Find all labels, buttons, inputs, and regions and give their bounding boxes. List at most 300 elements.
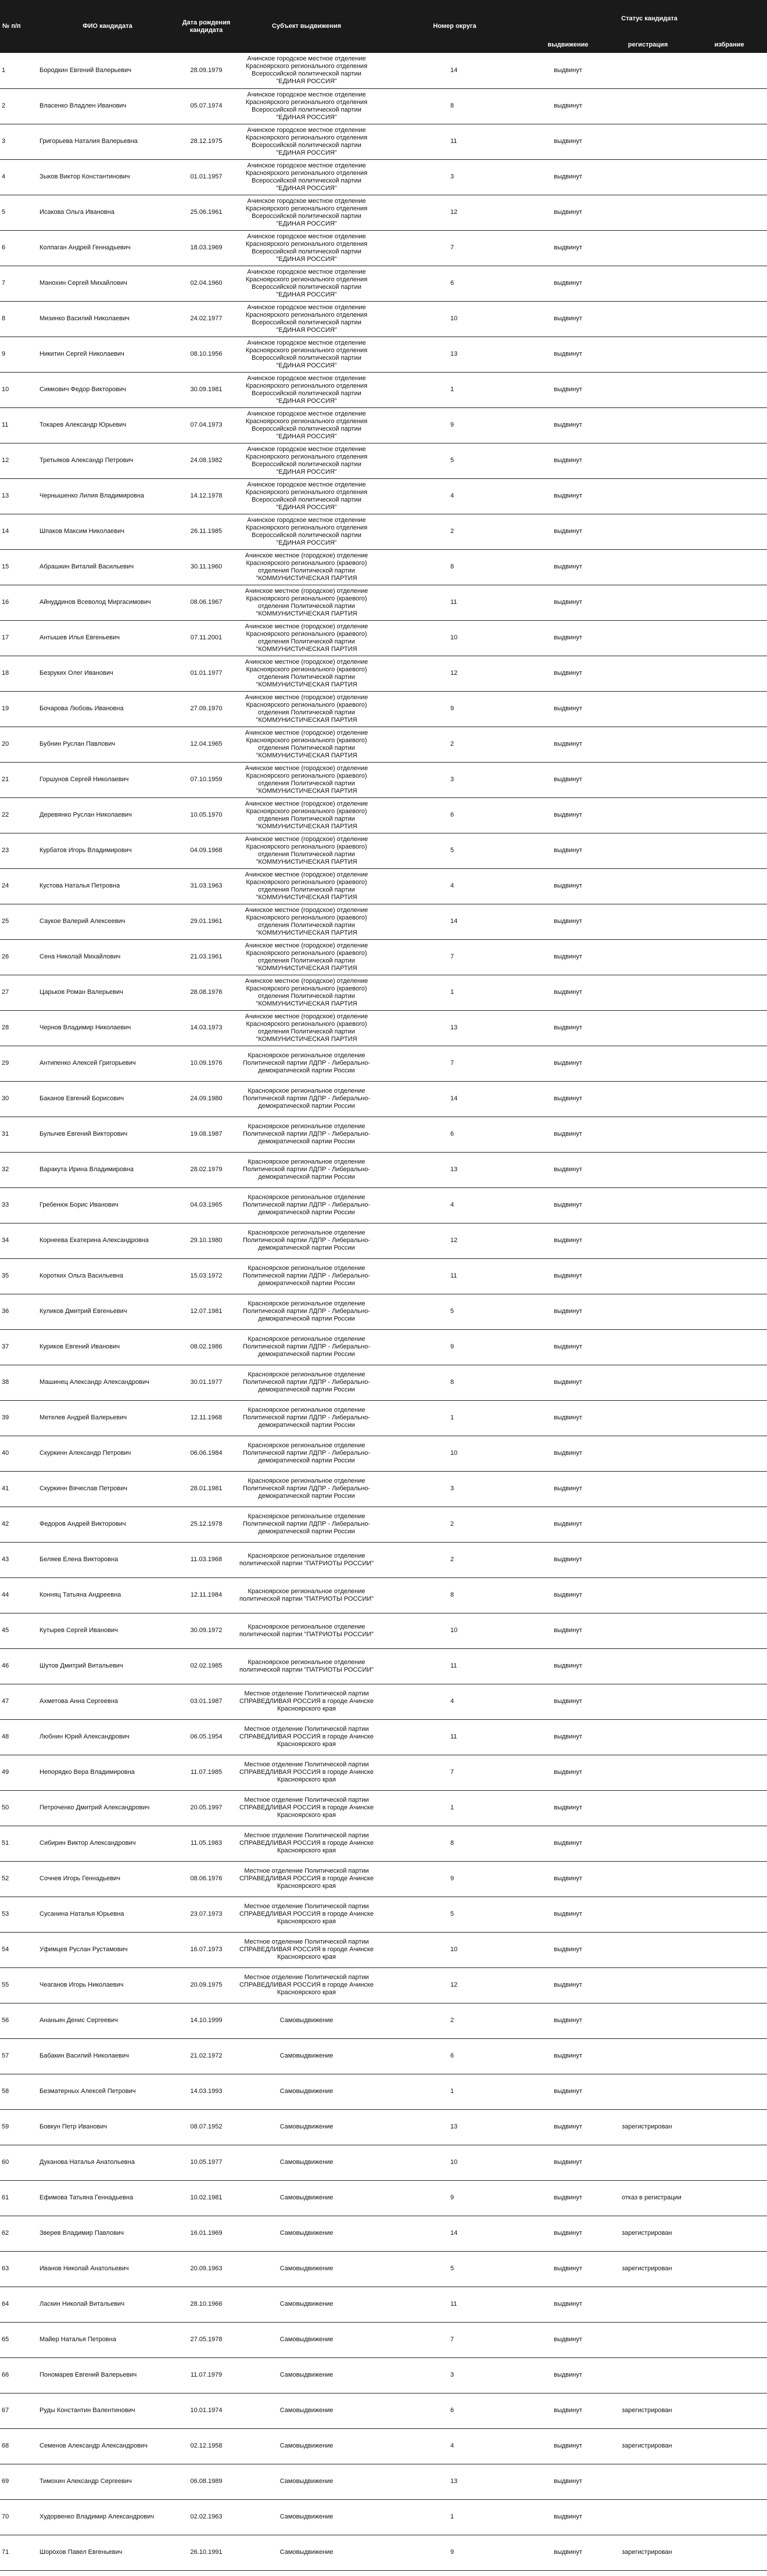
cell-nomination-status: выдвинут — [532, 2074, 604, 2109]
cell-district-number: 12 — [378, 656, 532, 691]
cell-number: 13 — [0, 478, 38, 514]
cell-election-status — [691, 904, 767, 939]
table-row — [0, 1471, 767, 1507]
cell-number: 22 — [0, 797, 38, 833]
cell-number: 45 — [0, 1613, 38, 1648]
cell-registration-status — [604, 2038, 691, 2074]
cell-nomination-status: выдвинут — [532, 1436, 604, 1471]
table-row — [0, 1365, 767, 1400]
table-row — [0, 159, 767, 195]
cell-district-number: 2 — [378, 1542, 532, 1577]
cell-district-number: 8 — [378, 1365, 532, 1400]
header-row — [0, 0, 767, 37]
cell-nomination-status: выдвинут — [532, 904, 604, 939]
cell-election-status — [691, 2074, 767, 2109]
cell-birth-date: 29.10.1980 — [177, 1223, 235, 1258]
cell-district-number: 1 — [378, 975, 532, 1010]
cell-nominating-subject: Ачинское городское местное отделение Красноярского регионального отделения Всероссийской политической партии "ЕДИНАЯ РОССИЯ" — [235, 266, 378, 301]
cell-birth-date: 05.07.1974 — [177, 88, 235, 124]
cell-nomination-status: выдвинут — [532, 1081, 604, 1117]
cell-candidate-name: Иванов Николай Анатольевич — [38, 2251, 177, 2287]
cell-number: 2 — [0, 88, 38, 124]
cell-number: 70 — [0, 2499, 38, 2535]
cell-nomination-status: выдвинут — [532, 1932, 604, 1967]
cell-nomination-status: выдвинут — [532, 195, 604, 230]
cell-birth-date: 02.12.1958 — [177, 2428, 235, 2464]
cell-birth-date: 04.09.1968 — [177, 833, 235, 868]
cell-nominating-subject: Местное отделение Политической партии СПРАВЕДЛИВАЯ РОССИЯ в городе Ачинске Красноярского края — [235, 1755, 378, 1790]
cell-election-status — [691, 1400, 767, 1436]
cell-registration-status — [604, 868, 691, 904]
cell-birth-date: 27.05.1978 — [177, 2322, 235, 2357]
cell-district-number: 12 — [378, 195, 532, 230]
cell-birth-date: 11.03.1968 — [177, 1542, 235, 1577]
cell-election-status — [691, 727, 767, 762]
cell-number: 29 — [0, 1046, 38, 1081]
cell-election-status — [691, 1081, 767, 1117]
cell-registration-status — [604, 1790, 691, 1826]
cell-nominating-subject: Ачинское городское местное отделение Красноярского регионального отделения Всероссийской политической партии "ЕДИНАЯ РОССИЯ" — [235, 514, 378, 549]
cell-registration-status — [604, 1046, 691, 1081]
table-row — [0, 2287, 767, 2322]
cell-district-number: 4 — [378, 2428, 532, 2464]
cell-district-number: 5 — [378, 833, 532, 868]
cell-election-status — [691, 939, 767, 975]
cell-number: 33 — [0, 1187, 38, 1223]
cell-registration-status — [604, 1507, 691, 1542]
cell-birth-date: 26.10.1991 — [177, 2535, 235, 2570]
table-row — [0, 2145, 767, 2180]
cell-district-number: 3 — [378, 159, 532, 195]
cell-registration-status — [604, 1542, 691, 1577]
cell-election-status — [691, 195, 767, 230]
cell-registration-status — [604, 301, 691, 337]
cell-nominating-subject: Самовыдвижение — [235, 2535, 378, 2570]
cell-number: 47 — [0, 1684, 38, 1719]
cell-election-status — [691, 1507, 767, 1542]
cell-district-number: 1 — [378, 372, 532, 407]
cell-number: 63 — [0, 2251, 38, 2287]
cell-candidate-name: Шорохов Павел Евгеньевич — [38, 2535, 177, 2570]
cell-nominating-subject: Ачинское городское местное отделение Красноярского регионального отделения Всероссийской политической партии "ЕДИНАЯ РОССИЯ" — [235, 478, 378, 514]
cell-election-status — [691, 2287, 767, 2322]
cell-nominating-subject: Самовыдвижение — [235, 2038, 378, 2074]
cell-district-number: 11 — [378, 1258, 532, 1294]
cell-nominating-subject: Самовыдвижение — [235, 2216, 378, 2251]
cell-birth-date: 08.02.1986 — [177, 1329, 235, 1365]
cell-number: 8 — [0, 301, 38, 337]
cell-candidate-name: Кутырев Сергей Иванович — [38, 1613, 177, 1648]
cell-district-number: 11 — [378, 1648, 532, 1684]
cell-registration-status — [604, 1897, 691, 1932]
cell-election-status — [691, 1117, 767, 1152]
cell-birth-date: 23.07.1973 — [177, 1897, 235, 1932]
cell-registration-status — [604, 372, 691, 407]
cell-registration-status — [604, 1932, 691, 1967]
header-birth-date: Дата рождения кандидата — [177, 0, 235, 53]
cell-candidate-name: Уфимцев Руслан Рустамович — [38, 1932, 177, 1967]
cell-registration-status — [604, 1400, 691, 1436]
cell-nomination-status: выдвинут — [532, 2357, 604, 2393]
table-row — [0, 1932, 767, 1967]
cell-district-number: 13 — [378, 2109, 532, 2145]
cell-district-number: 7 — [378, 230, 532, 266]
cell-district-number: 2 — [378, 2003, 532, 2038]
cell-registration-status — [604, 478, 691, 514]
cell-election-status — [691, 372, 767, 407]
cell-birth-date: 16.07.1973 — [177, 1932, 235, 1967]
cell-district-number: 8 — [378, 549, 532, 585]
cell-nomination-status: выдвинут — [532, 53, 604, 88]
cell-birth-date: 01.01.1957 — [177, 159, 235, 195]
cell-candidate-name: Григорьева Наталия Валерьевна — [38, 124, 177, 159]
table-row — [0, 585, 767, 620]
cell-birth-date: 07.11.2001 — [177, 620, 235, 656]
cell-election-status — [691, 2428, 767, 2464]
cell-nominating-subject: Красноярское региональное отделение Политической партии ЛДПР - Либерально-демократической партии России — [235, 1152, 378, 1187]
cell-nominating-subject: Ачинское городское местное отделение Красноярского регионального отделения Всероссийской политической партии "ЕДИНАЯ РОССИЯ" — [235, 159, 378, 195]
cell-nominating-subject: Красноярское региональное отделение Политической партии ЛДПР - Либерально-демократической партии России — [235, 1081, 378, 1117]
cell-birth-date: 10.02.1981 — [177, 2180, 235, 2216]
cell-candidate-name: Куриков Евгений Иванович — [38, 1329, 177, 1365]
cell-nominating-subject: Самовыдвижение — [235, 2393, 378, 2428]
cell-candidate-name: Токарев Александр Юрьевич — [38, 407, 177, 443]
cell-nominating-subject: Ачинское местное (городское) отделение Красноярского регионального (краевого) отделения Политической партии "КОММУНИСТИЧЕСКАЯ ПАРТИЯ — [235, 727, 378, 762]
table-row — [0, 656, 767, 691]
cell-candidate-name: Скуркинн Александр Петрович — [38, 1436, 177, 1471]
cell-nomination-status: выдвинут — [532, 1648, 604, 1684]
cell-nominating-subject: Ачинское местное (городское) отделение Красноярского регионального (краевого) отделения Политической партии "КОММУНИСТИЧЕСКАЯ ПАРТИЯ — [235, 762, 378, 797]
table-row — [0, 443, 767, 478]
header-district: Номер округа — [378, 0, 532, 53]
cell-nomination-status: выдвинут — [532, 1790, 604, 1826]
cell-district-number: 2 — [378, 1507, 532, 1542]
cell-district-number: 10 — [378, 1932, 532, 1967]
cell-nominating-subject: Местное отделение Политической партии СПРАВЕДЛИВАЯ РОССИЯ в городе Ачинске Красноярского края — [235, 1684, 378, 1719]
cell-election-status — [691, 1967, 767, 2003]
cell-number: 24 — [0, 868, 38, 904]
cell-nomination-status: выдвинут — [532, 301, 604, 337]
cell-registration-status — [604, 975, 691, 1010]
table-row — [0, 230, 767, 266]
cell-candidate-name: Айнуддинов Всеволод Миргасимович — [38, 585, 177, 620]
cell-nomination-status: выдвинут — [532, 1719, 604, 1755]
cell-nominating-subject: Местное отделение Политической партии СПРАВЕДЛИВАЯ РОССИЯ в городе Ачинске Красноярского края — [235, 1790, 378, 1826]
cell-candidate-name: Ефимова Татьяна Геннадьевна — [38, 2180, 177, 2216]
cell-nomination-status: выдвинут — [532, 691, 604, 727]
cell-nominating-subject: Самовыдвижение — [235, 2074, 378, 2109]
cell-registration-status: зарегистрирован — [604, 2428, 691, 2464]
cell-district-number: 5 — [378, 443, 532, 478]
cell-number: 66 — [0, 2357, 38, 2393]
cell-district-number: 6 — [378, 266, 532, 301]
cell-election-status — [691, 2180, 767, 2216]
cell-district-number: 6 — [378, 797, 532, 833]
cell-candidate-name: Никитин Сергей Николаевич — [38, 337, 177, 372]
cell-candidate-name: Сочнев Игорь Геннадьевич — [38, 1861, 177, 1897]
cell-registration-status — [604, 1187, 691, 1223]
cell-district-number: 9 — [378, 1861, 532, 1897]
cell-election-status — [691, 2464, 767, 2499]
cell-birth-date: 10.01.1974 — [177, 2393, 235, 2428]
cell-district-number: 9 — [378, 1329, 532, 1365]
cell-nominating-subject: Ачинское местное (городское) отделение Красноярского регионального (краевого) отделения Политической партии "КОММУНИСТИЧЕСКАЯ ПАРТИЯ — [235, 904, 378, 939]
cell-nomination-status: выдвинут — [532, 514, 604, 549]
cell-election-status — [691, 2322, 767, 2357]
cell-birth-date: 24.08.1982 — [177, 443, 235, 478]
table-row — [0, 1329, 767, 1365]
cell-birth-date: 10.05.1977 — [177, 2145, 235, 2180]
table-row — [0, 2251, 767, 2287]
cell-birth-date: 14.03.1993 — [177, 2074, 235, 2109]
cell-nomination-status: выдвинут — [532, 372, 604, 407]
table-row — [0, 1826, 767, 1861]
cell-candidate-name: Машинец Александр Александрович — [38, 1365, 177, 1400]
header-election: избрание — [691, 37, 767, 53]
cell-candidate-name: Кустова Наталья Петровна — [38, 868, 177, 904]
cell-nomination-status: выдвинут — [532, 1152, 604, 1187]
cell-district-number: 13 — [378, 1152, 532, 1187]
cell-nominating-subject: Местное отделение Политической партии СПРАВЕДЛИВАЯ РОССИЯ в городе Ачинске Красноярского края — [235, 1719, 378, 1755]
cell-registration-status — [604, 1648, 691, 1684]
cell-number: 60 — [0, 2145, 38, 2180]
cell-nomination-status: выдвинут — [532, 2216, 604, 2251]
cell-registration-status — [604, 2322, 691, 2357]
cell-number: 59 — [0, 2109, 38, 2145]
cell-district-number: 8 — [378, 1577, 532, 1613]
cell-candidate-name: Непорядко Вера Владимировна — [38, 1755, 177, 1790]
cell-registration-status — [604, 1755, 691, 1790]
cell-registration-status: зарегистрирован — [604, 2535, 691, 2570]
cell-number: 4 — [0, 159, 38, 195]
cell-candidate-name: Бабакин Василий Николаевич — [38, 2038, 177, 2074]
cell-nominating-subject: Ачинское городское местное отделение Красноярского регионального отделения Всероссийской политической партии "ЕДИНАЯ РОССИЯ" — [235, 53, 378, 88]
cell-district-number: 9 — [378, 2535, 532, 2570]
cell-birth-date: 03.01.1987 — [177, 1684, 235, 1719]
cell-election-status — [691, 549, 767, 585]
cell-candidate-name: Конняц Татьяна Андреевна — [38, 1577, 177, 1613]
cell-birth-date: 16.01.1969 — [177, 2216, 235, 2251]
cell-district-number: 1 — [378, 2499, 532, 2535]
cell-nominating-subject: Самовыдвижение — [235, 2145, 378, 2180]
cell-election-status — [691, 1613, 767, 1648]
cell-district-number: 8 — [378, 88, 532, 124]
cell-registration-status — [604, 797, 691, 833]
cell-birth-date: 07.04.1973 — [177, 407, 235, 443]
cell-nominating-subject: Ачинское городское местное отделение Красноярского регионального отделения Всероссийской политической партии "ЕДИНАЯ РОССИЯ" — [235, 195, 378, 230]
cell-registration-status — [604, 1471, 691, 1507]
cell-election-status — [691, 2357, 767, 2393]
cell-candidate-name: Бовкун Петр Иванович — [38, 2109, 177, 2145]
table-row — [0, 1684, 767, 1719]
table-row — [0, 1436, 767, 1471]
cell-nominating-subject: Самовыдвижение — [235, 2428, 378, 2464]
cell-registration-status: зарегистрирован — [604, 2251, 691, 2287]
cell-registration-status — [604, 159, 691, 195]
cell-birth-date: 07.10.1959 — [177, 762, 235, 797]
cell-nominating-subject: Красноярское региональное отделение Политической партии ЛДПР - Либерально-демократической партии России — [235, 1365, 378, 1400]
cell-birth-date: 12.07.1981 — [177, 1294, 235, 1329]
cell-nominating-subject: Местное отделение Политической партии СПРАВЕДЛИВАЯ РОССИЯ в городе Ачинске Красноярского края — [235, 1861, 378, 1897]
cell-number: 21 — [0, 762, 38, 797]
cell-district-number: 8 — [378, 1826, 532, 1861]
header-registration: регистрация — [604, 37, 691, 53]
cell-candidate-name: Ананьин Денис Сергеевич — [38, 2003, 177, 2038]
cell-nominating-subject: Самовыдвижение — [235, 2464, 378, 2499]
cell-birth-date: 28.01.1981 — [177, 1471, 235, 1507]
cell-number: 26 — [0, 939, 38, 975]
cell-candidate-name: Курбатов Игорь Владимирович — [38, 833, 177, 868]
cell-district-number: 10 — [378, 1613, 532, 1648]
cell-election-status — [691, 230, 767, 266]
cell-birth-date: 20.09.1975 — [177, 1967, 235, 2003]
cell-number: 51 — [0, 1826, 38, 1861]
cell-candidate-name: Царьков Роман Валерьевич — [38, 975, 177, 1010]
cell-nominating-subject: Ачинское местное (городское) отделение Красноярского регионального (краевого) отделения Политической партии "КОММУНИСТИЧЕСКАЯ ПАРТИЯ — [235, 656, 378, 691]
header-no: № п/п — [0, 0, 38, 53]
cell-nominating-subject: Ачинское городское местное отделение Красноярского регионального отделения Всероссийской политической партии "ЕДИНАЯ РОССИЯ" — [235, 443, 378, 478]
cell-nominating-subject: Красноярское региональное отделение Политической партии ЛДПР - Либерально-демократической партии России — [235, 1223, 378, 1258]
cell-nomination-status: выдвинут — [532, 1365, 604, 1400]
cell-candidate-name: Горшунов Сергей Николаевич — [38, 762, 177, 797]
cell-nomination-status: выдвинут — [532, 1577, 604, 1613]
table-row — [0, 2357, 767, 2393]
table-row — [0, 2180, 767, 2216]
cell-nominating-subject: Самовыдвижение — [235, 2322, 378, 2357]
cell-birth-date: 28.09.1979 — [177, 53, 235, 88]
cell-nominating-subject: Красноярское региональное отделение Политической партии ЛДПР - Либерально-демократической партии России — [235, 1436, 378, 1471]
cell-district-number: 11 — [378, 1719, 532, 1755]
cell-registration-status — [604, 904, 691, 939]
cell-birth-date: 02.04.1960 — [177, 266, 235, 301]
table-row — [0, 2499, 767, 2535]
table-row — [0, 1967, 767, 2003]
cell-election-status — [691, 762, 767, 797]
table-row — [0, 2535, 767, 2570]
cell-candidate-name: Манохин Сергей Михайлович — [38, 266, 177, 301]
cell-district-number: 2 — [378, 514, 532, 549]
cell-nomination-status: выдвинут — [532, 1826, 604, 1861]
cell-registration-status — [604, 1436, 691, 1471]
cell-birth-date: 11.07.1985 — [177, 1755, 235, 1790]
cell-election-status — [691, 2109, 767, 2145]
cell-candidate-name: Федоров Андрей Викторович — [38, 1507, 177, 1542]
cell-birth-date: 04.03.1965 — [177, 1187, 235, 1223]
table-row — [0, 372, 767, 407]
cell-birth-date: 18.03.1969 — [177, 230, 235, 266]
cell-nominating-subject: Самовыдвижение — [235, 2251, 378, 2287]
cell-nominating-subject: Красноярское региональное отделение Политической партии ЛДПР - Либерально-демократической партии России — [235, 1258, 378, 1294]
cell-nomination-status: выдвинут — [532, 266, 604, 301]
cell-candidate-name: Власенко Владлен Иванович — [38, 88, 177, 124]
cell-district-number: 6 — [378, 2393, 532, 2428]
cell-election-status — [691, 691, 767, 727]
cell-registration-status — [604, 656, 691, 691]
cell-nominating-subject: Самовыдвижение — [235, 2180, 378, 2216]
cell-candidate-name: Бочарова Любовь Ивановна — [38, 691, 177, 727]
cell-election-status — [691, 443, 767, 478]
cell-election-status — [691, 2393, 767, 2428]
table-row — [0, 301, 767, 337]
cell-registration-status — [604, 337, 691, 372]
cell-number: 20 — [0, 727, 38, 762]
cell-district-number: 4 — [378, 868, 532, 904]
cell-number: 19 — [0, 691, 38, 727]
cell-number: 43 — [0, 1542, 38, 1577]
cell-district-number: 10 — [378, 2145, 532, 2180]
cell-birth-date: 21.02.1972 — [177, 2038, 235, 2074]
cell-number: 32 — [0, 1152, 38, 1187]
cell-nomination-status: выдвинут — [532, 1400, 604, 1436]
cell-candidate-name: Колпаган Андрей Геннадьевич — [38, 230, 177, 266]
cell-election-status — [691, 159, 767, 195]
cell-registration-status — [604, 1613, 691, 1648]
cell-nomination-status: выдвинут — [532, 2322, 604, 2357]
cell-election-status — [691, 1684, 767, 1719]
cell-district-number: 1 — [378, 2074, 532, 2109]
cell-number: 36 — [0, 1294, 38, 1329]
cell-nominating-subject: Ачинское местное (городское) отделение Красноярского регионального (краевого) отделения Политической партии "КОММУНИСТИЧЕСКАЯ ПАРТИЯ — [235, 620, 378, 656]
cell-registration-status — [604, 2357, 691, 2393]
cell-nominating-subject: Ачинское местное (городское) отделение Красноярского регионального (краевого) отделения Политической партии "КОММУНИСТИЧЕСКАЯ ПАРТИЯ — [235, 797, 378, 833]
cell-registration-status — [604, 88, 691, 124]
cell-birth-date: 08.06.1976 — [177, 1861, 235, 1897]
cell-registration-status — [604, 407, 691, 443]
cell-candidate-name: Шпаков Максим Николаевич — [38, 514, 177, 549]
cell-registration-status: отказ в регистрации — [604, 2180, 691, 2216]
cell-number: 44 — [0, 1577, 38, 1613]
cell-nomination-status: выдвинут — [532, 797, 604, 833]
cell-district-number: 3 — [378, 2357, 532, 2393]
cell-district-number: 6 — [378, 1117, 532, 1152]
cell-number: 12 — [0, 443, 38, 478]
cell-district-number: 13 — [378, 2464, 532, 2499]
cell-number: 55 — [0, 1967, 38, 2003]
cell-election-status — [691, 2251, 767, 2287]
cell-nomination-status: выдвинут — [532, 939, 604, 975]
cell-birth-date: 14.10.1999 — [177, 2003, 235, 2038]
cell-registration-status — [604, 195, 691, 230]
cell-number: 38 — [0, 1365, 38, 1400]
cell-number: 39 — [0, 1400, 38, 1436]
cell-district-number: 3 — [378, 1471, 532, 1507]
cell-election-status — [691, 514, 767, 549]
cell-district-number: 7 — [378, 939, 532, 975]
cell-nomination-status: выдвинут — [532, 407, 604, 443]
cell-registration-status — [604, 443, 691, 478]
cell-nomination-status: выдвинут — [532, 585, 604, 620]
cell-nominating-subject: Ачинское местное (городское) отделение Красноярского регионального (краевого) отделения Политической партии "КОММУНИСТИЧЕСКАЯ ПАРТИЯ — [235, 585, 378, 620]
table-row — [0, 2003, 767, 2038]
cell-registration-status — [604, 1258, 691, 1294]
cell-registration-status — [604, 833, 691, 868]
cell-nominating-subject: Ачинское местное (городское) отделение Красноярского регионального (краевого) отделения Политической партии "КОММУНИСТИЧЕСКАЯ ПАРТИЯ — [235, 549, 378, 585]
cell-nominating-subject: Самовыдвижение — [235, 2287, 378, 2322]
cell-nomination-status: выдвинут — [532, 1897, 604, 1932]
cell-number: 7 — [0, 266, 38, 301]
cell-birth-date: 29.01.1961 — [177, 904, 235, 939]
cell-candidate-name: Варакута Ирина Владимировна — [38, 1152, 177, 1187]
cell-birth-date: 11.07.1979 — [177, 2357, 235, 2393]
table-row — [0, 1117, 767, 1152]
cell-district-number: 10 — [378, 1436, 532, 1471]
cell-election-status — [691, 2535, 767, 2570]
cell-birth-date: 10.09.1976 — [177, 1046, 235, 1081]
cell-birth-date: 30.09.1981 — [177, 372, 235, 407]
cell-election-status — [691, 1471, 767, 1507]
cell-number: 46 — [0, 1648, 38, 1684]
cell-election-status — [691, 1790, 767, 1826]
